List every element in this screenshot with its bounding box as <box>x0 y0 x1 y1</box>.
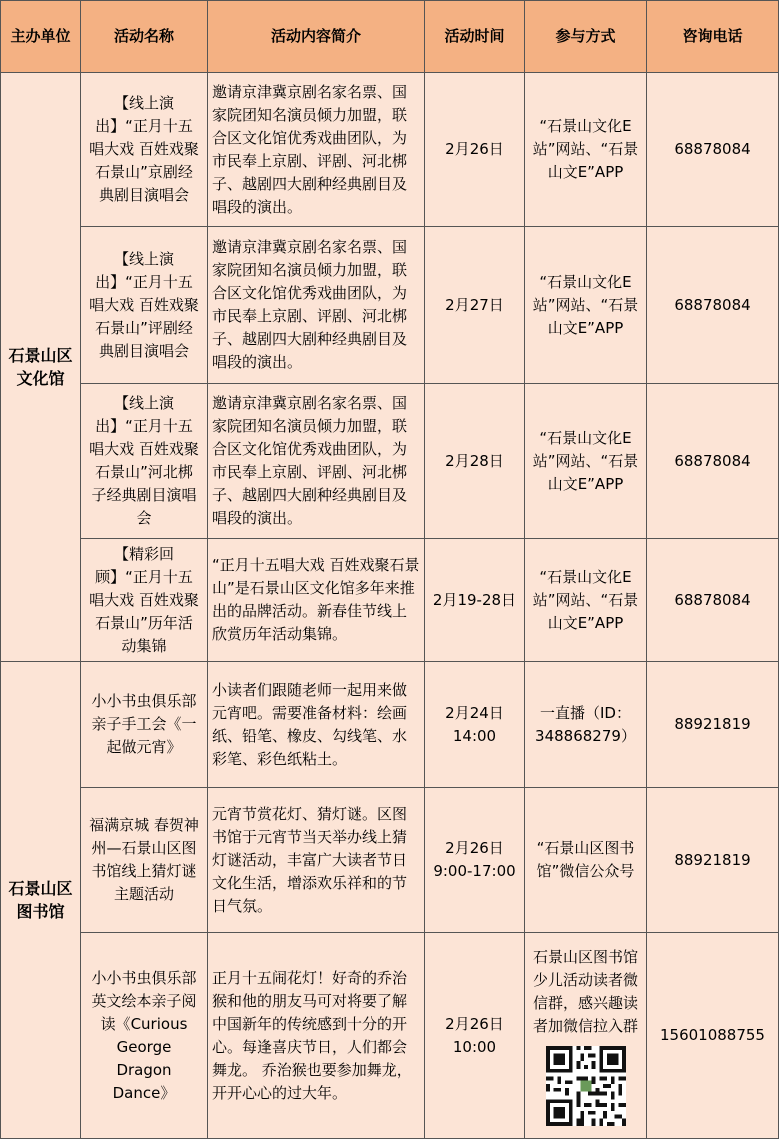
header-org: 主办单位 <box>1 1 81 73</box>
header-time: 活动时间 <box>425 1 525 73</box>
table-row <box>1 384 779 539</box>
header-phone: 咨询电话 <box>647 1 779 73</box>
activity-method: 一直播（ID：348868279） <box>525 662 647 788</box>
table-row <box>1 788 779 933</box>
activity-desc: “正月十五唱大戏 百姓戏聚石景山”是石景山区文化馆多年来推出的品牌活动。新春佳节线上欣赏历年活动集锦。 <box>208 539 425 662</box>
activity-phone: 68878084 <box>647 227 779 384</box>
activity-phone: 88921819 <box>647 662 779 788</box>
header-name: 活动名称 <box>81 1 208 73</box>
activity-desc: 邀请京津冀京剧名家名票、国家院团知名演员倾力加盟，联合区文化馆优秀戏曲团队，为市民奉上京剧、评剧、河北梆子、越剧四大剧种经典剧目及唱段的演出。 <box>208 227 425 384</box>
activity-phone: 68878084 <box>647 73 779 227</box>
activity-desc: 邀请京津冀京剧名家名票、国家院团知名演员倾力加盟，联合区文化馆优秀戏曲团队，为市民奉上京剧、评剧、河北梆子、越剧四大剧种经典剧目及唱段的演出。 <box>208 73 425 227</box>
org-cell: 石景山区图书馆 <box>1 662 81 1139</box>
activity-method: 石景山区图书馆少儿活动读者微信群，感兴趣读者加微信拉入群 <box>532 947 638 1035</box>
activity-phone: 15601088755 <box>647 933 779 1139</box>
activity-time: 2月26日 9:00-17:00 <box>425 788 525 933</box>
table-row <box>1 227 779 384</box>
activity-method: “石景山文化E站”网站、“石景山文E”APP <box>525 227 647 384</box>
activity-name: 【线上演出】“正月十五唱大戏 百姓戏聚石景山”京剧经典剧目演唱会 <box>81 73 208 227</box>
activity-desc: 正月十五闹花灯！好奇的乔治猴和他的朋友马可对将要了解中国新年的传统感到十分的开心。每逢喜庆节日，人们都会舞龙。 乔治猴也要参加舞龙，开开心心的过大年。 <box>208 933 425 1139</box>
header-method: 参与方式 <box>525 1 647 73</box>
activity-phone: 88921819 <box>647 788 779 933</box>
activity-method: “石景山文化E站”网站、“石景山文E”APP <box>525 384 647 539</box>
activity-time: 2月26日 10:00 <box>425 933 525 1139</box>
activity-desc: 邀请京津冀京剧名家名票、国家院团知名演员倾力加盟，联合区文化馆优秀戏曲团队，为市民奉上京剧、评剧、河北梆子、越剧四大剧种经典剧目及唱段的演出。 <box>208 384 425 539</box>
activity-phone: 68878084 <box>647 384 779 539</box>
table-row <box>1 539 779 662</box>
activity-name: 小小书虫俱乐部亲子手工会《一起做元宵》 <box>81 662 208 788</box>
table-row <box>1 73 779 227</box>
activity-method: “石景山文化E站”网站、“石景山文E”APP <box>525 73 647 227</box>
activity-name: 【线上演出】“正月十五唱大戏 百姓戏聚石景山”评剧经典剧目演唱会 <box>81 227 208 384</box>
activity-name: 【精彩回顾】“正月十五唱大戏 百姓戏聚石景山”历年活动集锦 <box>81 539 208 662</box>
header-row <box>1 1 779 73</box>
table-row <box>1 933 779 1139</box>
activity-name: 小小书虫俱乐部英文绘本亲子阅读《Curious George Dragon Dance》 <box>81 933 208 1139</box>
activity-name: 【线上演出】“正月十五唱大戏 百姓戏聚石景山”河北梆子经典剧目演唱会 <box>81 384 208 539</box>
org-cell: 石景山区文化馆 <box>1 73 81 662</box>
activity-method: “石景山区图书馆”微信公众号 <box>525 788 647 933</box>
activity-time: 2月28日 <box>425 384 525 539</box>
activity-method: “石景山文化E站”网站、“石景山文E”APP <box>525 539 647 662</box>
activity-phone: 68878084 <box>647 539 779 662</box>
header-desc: 活动内容简介 <box>208 1 425 73</box>
activity-time: 2月24日 14:00 <box>425 662 525 788</box>
activity-method-cell <box>525 933 647 1139</box>
activity-desc: 元宵节赏花灯、猜灯谜。区图书馆于元宵节当天举办线上猜灯谜活动，丰富广大读者节日文化生活，增添欢乐祥和的节日气氛。 <box>208 788 425 933</box>
table-row <box>1 662 779 788</box>
qr-code-icon <box>546 1046 626 1126</box>
activity-time: 2月26日 <box>425 73 525 227</box>
activity-time: 2月27日 <box>425 227 525 384</box>
activity-desc: 小读者们跟随老师一起用来做元宵吧。需要准备材料：绘画纸、铅笔、橡皮、勾线笔、水彩笔、彩色纸粘土。 <box>208 662 425 788</box>
activity-time: 2月19-28日 <box>425 539 525 662</box>
activity-name: 福满京城 春贺神州—石景山区图书馆线上猜灯谜主题活动 <box>81 788 208 933</box>
